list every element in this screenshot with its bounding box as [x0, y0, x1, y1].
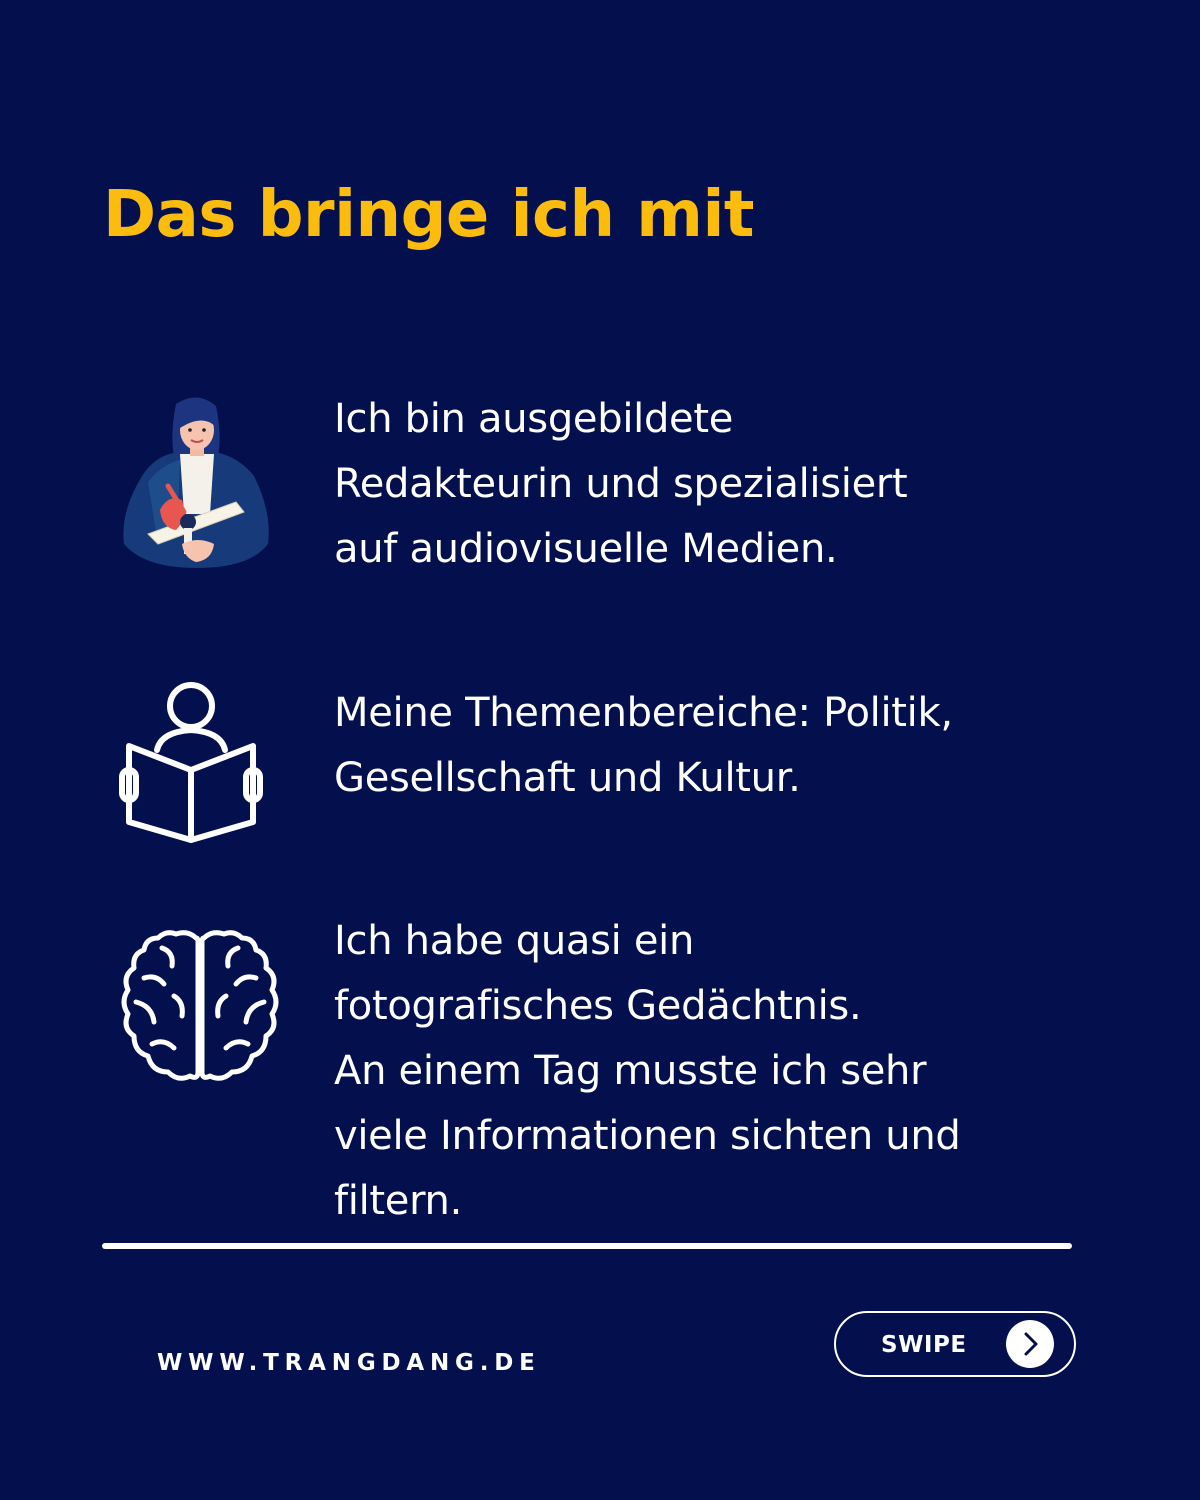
- divider: [102, 1243, 1072, 1249]
- swipe-label: SWIPE: [881, 1332, 967, 1358]
- brain-icon: [118, 926, 282, 1086]
- chevron-right-icon: [1006, 1320, 1054, 1368]
- item-3-line-1: Ich habe quasi ein: [334, 918, 695, 964]
- item-3-line-3: An einem Tag musste ich sehr: [334, 1048, 927, 1094]
- item-1-line-2: Redakteurin und spezialisiert: [334, 461, 908, 507]
- woman-writing-illustration: [118, 394, 276, 569]
- item-1-line-3: auf audiovisuelle Medien.: [334, 526, 838, 572]
- item-1-text: [334, 387, 1114, 582]
- item-2-text: [334, 681, 1114, 811]
- item-1-line-1: Ich bin ausgebildete: [334, 396, 734, 442]
- website-link[interactable]: WWW.TRANGDANG.DE: [157, 1350, 541, 1376]
- person-reading-icon: [113, 680, 265, 845]
- item-3-line-5: filtern.: [334, 1178, 463, 1224]
- item-2-line-2: Gesellschaft und Kultur.: [334, 755, 801, 801]
- item-3-line-4: viele Informationen sichten und: [334, 1113, 961, 1159]
- swipe-button[interactable]: [834, 1311, 1076, 1377]
- item-3-text: [334, 909, 1114, 1234]
- item-2-line-1: Meine Themenbereiche: Politik,: [334, 690, 953, 736]
- item-3-line-2: fotografisches Gedächtnis.: [334, 983, 862, 1029]
- page-title: Das bringe ich mit: [103, 178, 754, 252]
